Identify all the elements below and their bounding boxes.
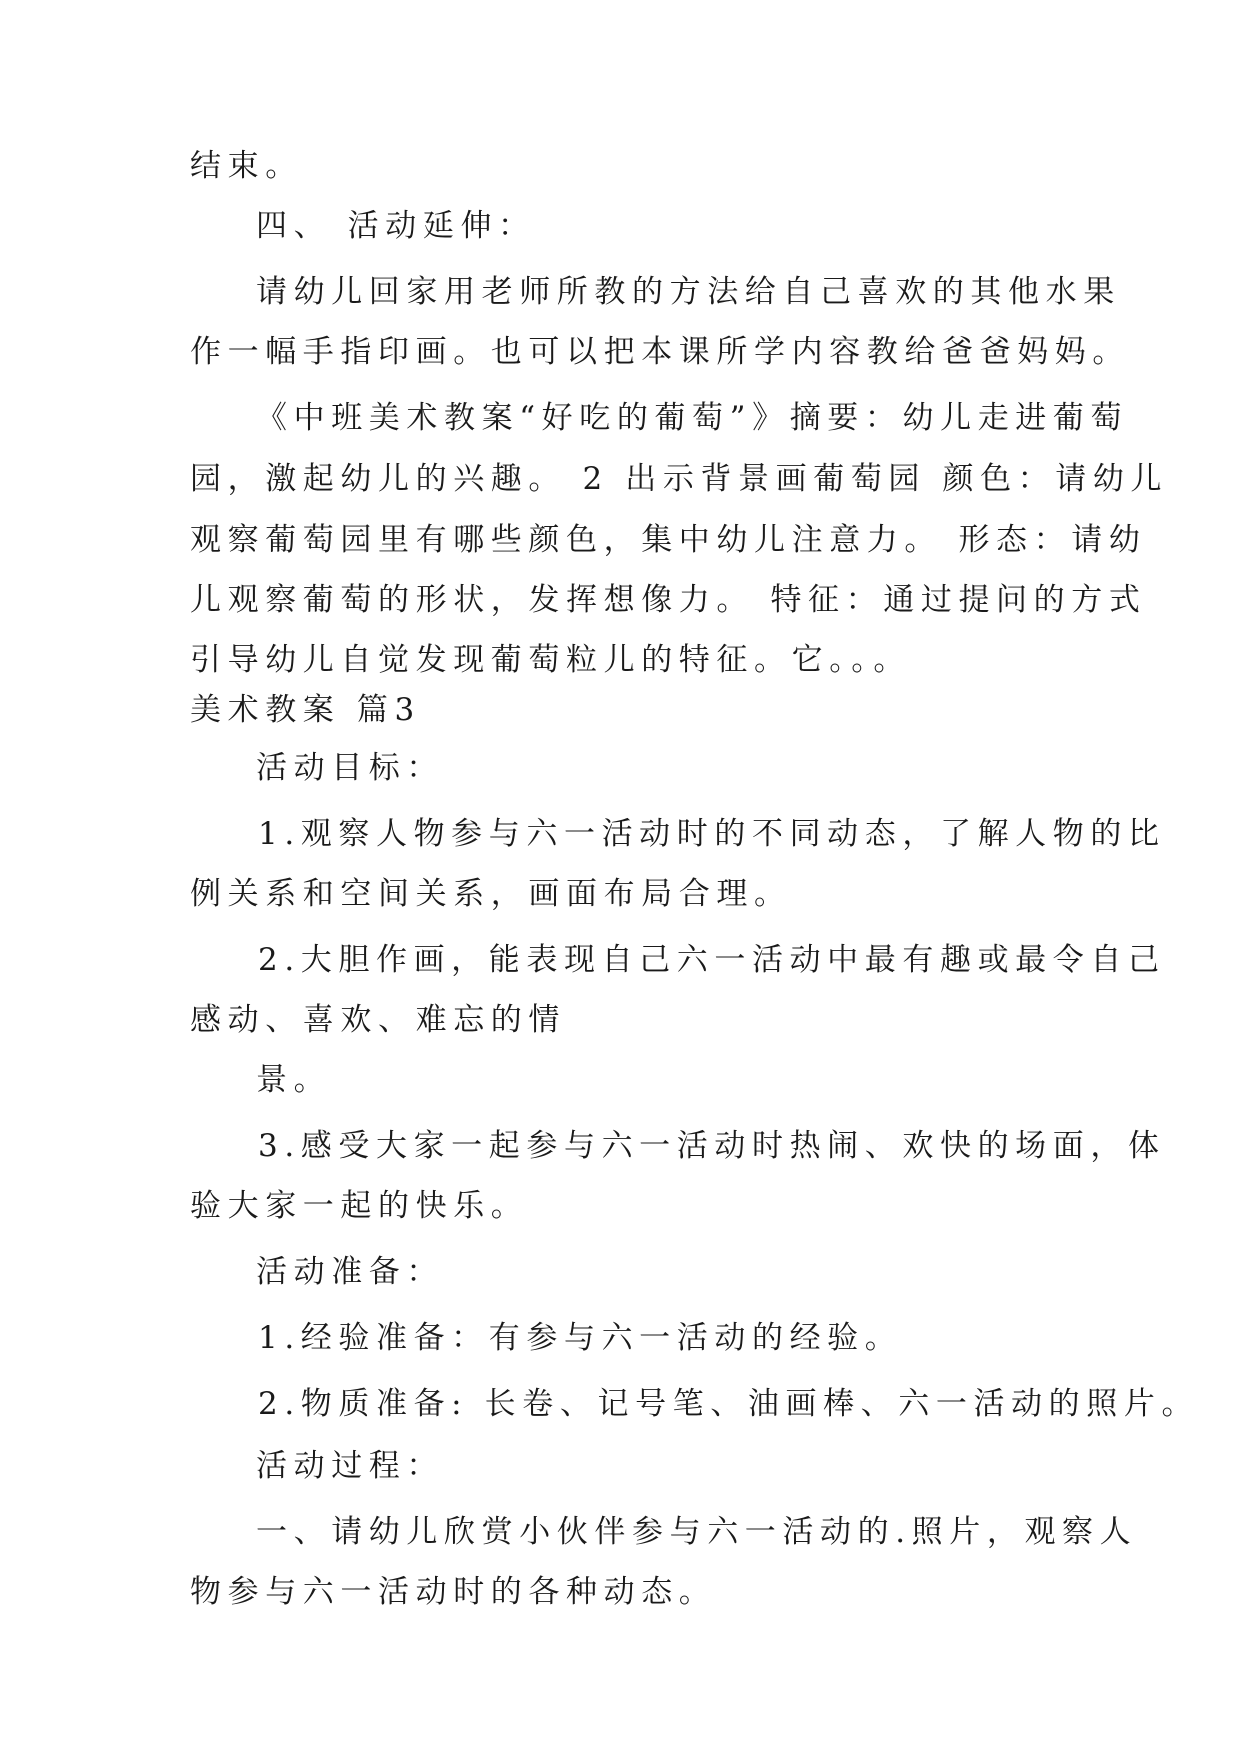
- section-heading: 四、 活动延伸：: [256, 208, 536, 244]
- text-line: 引导幼儿自觉发现葡萄粒儿的特征。它。。。: [190, 642, 911, 678]
- text-line: 景。: [256, 1062, 332, 1098]
- text-line: 物参与六一活动时的各种动态。: [190, 1574, 717, 1610]
- text-line: 3.感受大家一起参与六一活动时热闹、欢快的场面，体: [258, 1128, 1166, 1164]
- section-title: 美术教案 篇3: [190, 692, 421, 728]
- text-line: 1.经验准备：有参与六一活动的经验。: [258, 1320, 903, 1356]
- text-line: 请幼儿回家用老师所教的方法给自己喜欢的其他水果: [256, 274, 1121, 310]
- text-line: 感动、喜欢、难忘的情: [190, 1002, 566, 1038]
- text-line: 园，激起幼儿的兴趣。 2 出示背景画葡萄园 颜色：请幼儿: [190, 461, 1169, 497]
- section-heading: 活动过程：: [256, 1448, 444, 1484]
- section-heading: 活动目标：: [256, 750, 444, 786]
- text-line: 儿观察葡萄的形状，发挥想像力。 特征：通过提问的方式: [190, 582, 1147, 618]
- text-line: 例关系和空间关系，画面布局合理。: [190, 876, 792, 912]
- text-line: 观察葡萄园里有哪些颜色，集中幼儿注意力。 形态：请幼: [190, 522, 1147, 558]
- text-line: 1.观察人物参与六一活动时的不同动态，了解人物的比: [258, 816, 1166, 852]
- section-heading: 活动准备：: [256, 1254, 444, 1290]
- text-line: 一、请幼儿欣赏小伙伴参与六一活动的.照片，观察人: [256, 1514, 1138, 1550]
- text-line: 作一幅手指印画。也可以把本课所学内容教给爸爸妈妈。: [190, 334, 1130, 370]
- text-line: 2.物质准备: 长卷、记号笔、油画棒、六一活动的照片。: [258, 1386, 1200, 1422]
- text-line: 《中班美术教案“好吃的葡萄”》摘要：幼儿走进葡萄: [256, 400, 1129, 436]
- text-line: 结束。: [190, 148, 303, 184]
- text-line: 2.大胆作画，能表现自己六一活动中最有趣或最令自己: [258, 942, 1166, 978]
- text-line: 验大家一起的快乐。: [190, 1188, 529, 1224]
